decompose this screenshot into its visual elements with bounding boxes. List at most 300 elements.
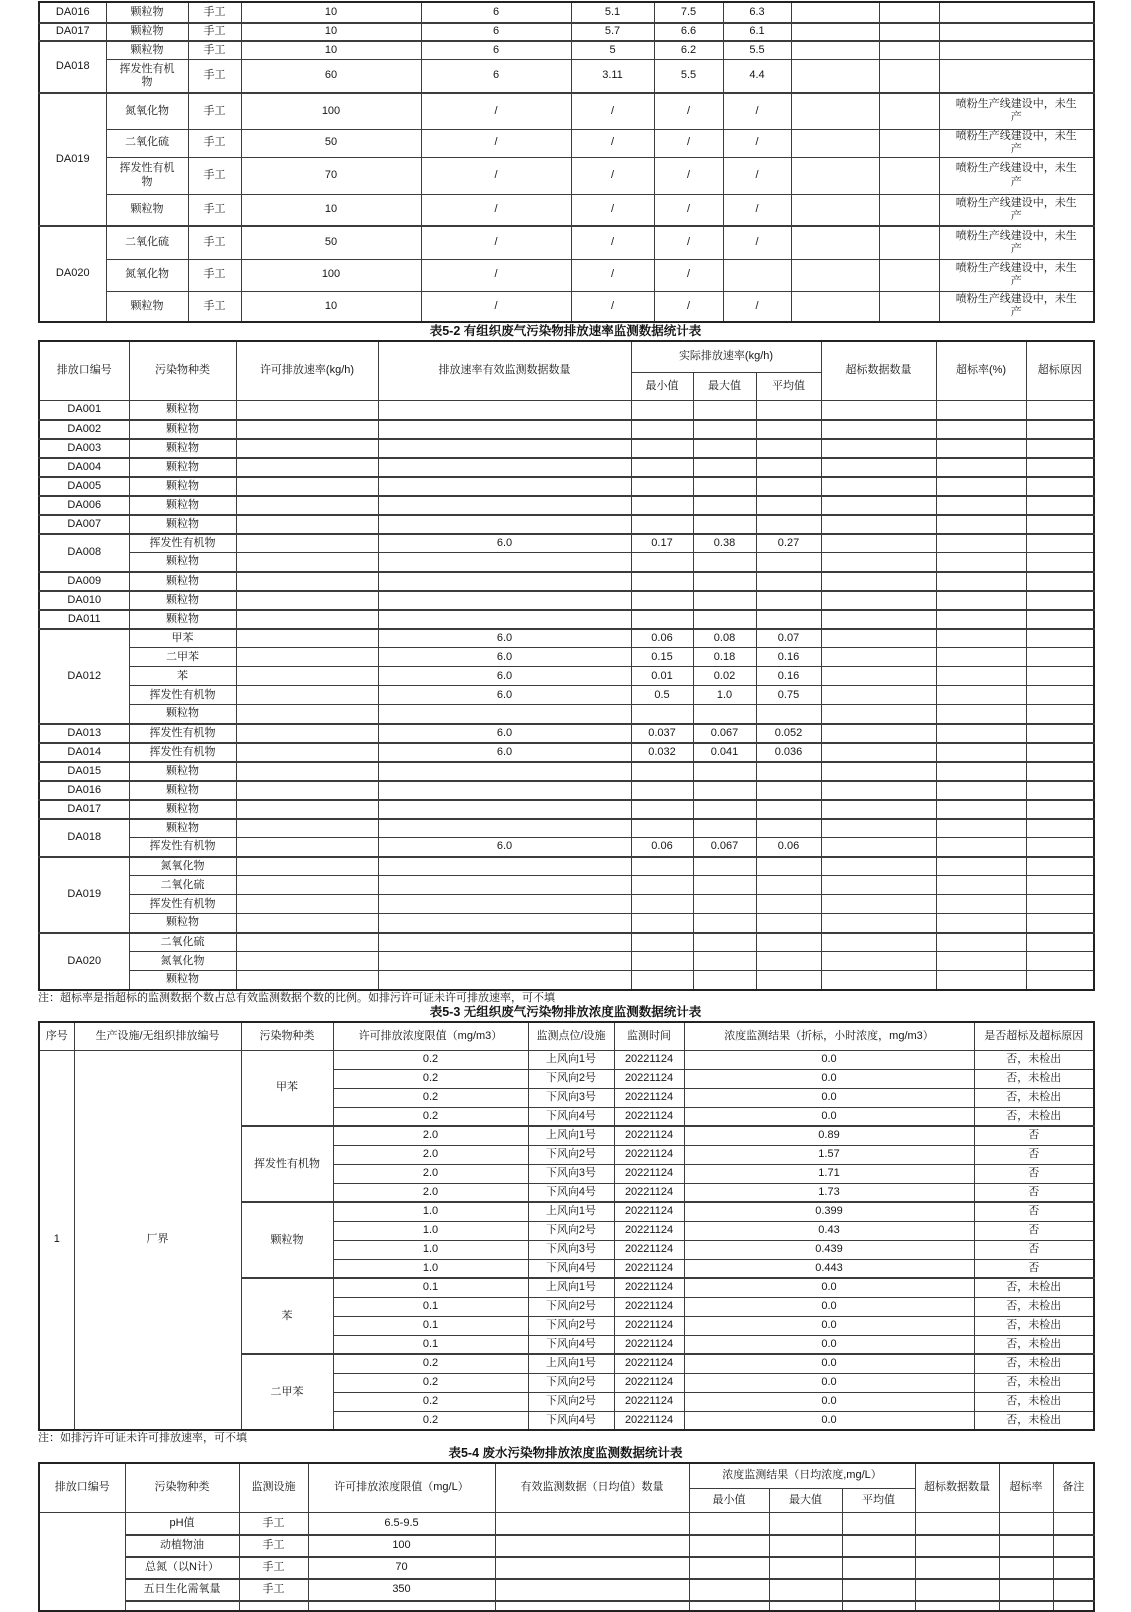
cell <box>999 1601 1053 1611</box>
cell: 下风向4号 <box>528 1107 614 1126</box>
header-cell: 备注 <box>1053 1463 1094 1513</box>
header-cell: 有效监测数据（日均值）数量 <box>495 1463 689 1513</box>
cell: 6.0 <box>378 724 631 743</box>
cell <box>769 1579 842 1601</box>
outlet-id-cell: DA018 <box>39 41 106 93</box>
cell: 20221124 <box>614 1354 684 1373</box>
cell: 6.0 <box>378 629 631 648</box>
cell: 1.0 <box>333 1202 528 1221</box>
cell <box>936 591 1026 610</box>
cell <box>1026 743 1094 762</box>
cell <box>791 41 879 59</box>
cell: 0.2 <box>333 1392 528 1411</box>
cell <box>1026 477 1094 496</box>
cell <box>236 610 378 629</box>
cell <box>631 420 693 439</box>
cell: 20221124 <box>614 1069 684 1088</box>
cell: / <box>421 194 571 226</box>
cell <box>689 1535 769 1557</box>
cell: 否，未检出 <box>974 1392 1094 1411</box>
cell <box>236 534 378 553</box>
cell: 颗粒物 <box>106 23 188 41</box>
cell <box>1026 686 1094 705</box>
cell: 20221124 <box>614 1221 684 1240</box>
cell: 100 <box>241 93 421 129</box>
cell: / <box>571 291 654 322</box>
header-cell: 监测点位/设施 <box>528 1022 614 1050</box>
cell: 1.71 <box>684 1164 974 1183</box>
cell <box>821 401 936 420</box>
cell: 颗粒物 <box>129 553 236 572</box>
cell <box>821 591 936 610</box>
cell: 颗粒物 <box>129 705 236 724</box>
cell <box>821 781 936 800</box>
table-row <box>39 762 1094 781</box>
cell <box>236 838 378 857</box>
cell: 总氮（以N计） <box>125 1557 239 1579</box>
cell <box>936 401 1026 420</box>
cell: 10 <box>241 194 421 226</box>
cell: 70 <box>308 1557 495 1579</box>
header-cell: 污染物种类 <box>241 1022 333 1050</box>
cell <box>378 515 631 534</box>
cell <box>1026 952 1094 971</box>
header-cell: 实际排放速率(kg/h) <box>631 341 821 373</box>
cell: 上风向1号 <box>528 1354 614 1373</box>
cell: 手工 <box>188 23 241 41</box>
cell <box>693 762 756 781</box>
cell <box>1053 1535 1094 1557</box>
outlet-id-cell: DA015 <box>39 762 129 781</box>
table-row <box>39 2 1094 23</box>
outlet-id-cell: DA007 <box>39 515 129 534</box>
cell <box>236 439 378 458</box>
cell <box>631 933 693 952</box>
outlet-id-cell: DA003 <box>39 439 129 458</box>
cell <box>693 971 756 990</box>
cell <box>378 952 631 971</box>
outlet-id-cell: DA012 <box>39 629 129 724</box>
cell <box>821 629 936 648</box>
cell <box>631 857 693 876</box>
cell: 0.037 <box>631 724 693 743</box>
cell <box>756 572 821 591</box>
cell <box>631 952 693 971</box>
cell <box>936 610 1026 629</box>
cell: 6.5-9.5 <box>308 1513 495 1535</box>
header-cell: 超标数据数量 <box>915 1463 999 1513</box>
cell <box>236 857 378 876</box>
table-row <box>39 1535 1094 1557</box>
cell <box>693 420 756 439</box>
cell <box>631 781 693 800</box>
cell: / <box>571 157 654 194</box>
cell <box>693 933 756 952</box>
table-row <box>39 553 1094 572</box>
table-row <box>39 1557 1094 1579</box>
table-row <box>39 157 1094 194</box>
cell <box>689 1557 769 1579</box>
cell <box>939 41 1094 59</box>
cell: 下风向3号 <box>528 1240 614 1259</box>
table-row <box>39 1579 1094 1601</box>
cell <box>756 895 821 914</box>
cell <box>842 1513 915 1535</box>
cell <box>821 572 936 591</box>
cell: 二氧化硫 <box>129 933 236 952</box>
table-5-3 <box>38 1021 1095 1431</box>
cell: 否，未检出 <box>974 1088 1094 1107</box>
cell <box>236 800 378 819</box>
cell <box>821 895 936 914</box>
cell: 挥发性有机物 <box>129 686 236 705</box>
cell: 上风向1号 <box>528 1202 614 1221</box>
cell: / <box>421 226 571 259</box>
cell <box>689 1601 769 1611</box>
cell: 喷粉生产线建设中，未生产 <box>939 129 1094 157</box>
cell: 6.3 <box>723 2 791 23</box>
header-cell: 监测时间 <box>614 1022 684 1050</box>
cell <box>1053 1513 1094 1535</box>
cell <box>693 458 756 477</box>
table-5-2-note: 注：超标率是指超标的监测数据个数占总有效监测数据个数的比例。如排污许可证未许可排放速率，可不填 <box>38 991 555 1004</box>
table-row <box>39 1050 1094 1069</box>
cell <box>495 1557 689 1579</box>
cell <box>236 496 378 515</box>
cell <box>915 1513 999 1535</box>
cell <box>756 971 821 990</box>
cell: / <box>654 291 723 322</box>
header-cell: 排放口编号 <box>39 341 129 401</box>
cell: 6 <box>421 23 571 41</box>
cell: 颗粒物 <box>129 971 236 990</box>
cell <box>915 1601 999 1611</box>
cell: 20221124 <box>614 1183 684 1202</box>
cell <box>879 291 939 322</box>
cell <box>378 705 631 724</box>
cell: 20221124 <box>614 1316 684 1335</box>
cell <box>689 1579 769 1601</box>
cell <box>693 895 756 914</box>
header-cell: 排放口编号 <box>39 1463 125 1513</box>
outlet-id-cell: DA014 <box>39 743 129 762</box>
cell: 颗粒物 <box>129 496 236 515</box>
cell <box>689 1513 769 1535</box>
cell: 4.4 <box>723 59 791 93</box>
cell: 0.0 <box>684 1107 974 1126</box>
table-row <box>39 41 1094 59</box>
cell <box>915 1557 999 1579</box>
cell: 20221124 <box>614 1259 684 1278</box>
cell: 手工 <box>188 41 241 59</box>
cell <box>791 157 879 194</box>
cell <box>756 800 821 819</box>
cell <box>1026 838 1094 857</box>
cell <box>821 914 936 933</box>
cell <box>769 1557 842 1579</box>
cell <box>495 1535 689 1557</box>
cell: 20221124 <box>614 1164 684 1183</box>
cell <box>879 59 939 93</box>
cell: 喷粉生产线建设中，未生产 <box>939 157 1094 194</box>
cell <box>791 291 879 322</box>
header-cell: 许可排放浓度限值（mg/m3） <box>333 1022 528 1050</box>
cell: 否 <box>974 1164 1094 1183</box>
cell <box>915 1535 999 1557</box>
table-row <box>39 838 1094 857</box>
cell <box>999 1513 1053 1535</box>
cell <box>1026 458 1094 477</box>
cell <box>756 477 821 496</box>
cell: 五日生化需氧量 <box>125 1579 239 1601</box>
cell <box>936 876 1026 895</box>
cell <box>936 496 1026 515</box>
cell <box>821 515 936 534</box>
cell <box>791 59 879 93</box>
cell: 喷粉生产线建设中，未生产 <box>939 93 1094 129</box>
cell <box>791 93 879 129</box>
cell: 6.2 <box>654 41 723 59</box>
cell <box>631 477 693 496</box>
cell: 苯 <box>241 1278 333 1354</box>
cell <box>1026 762 1094 781</box>
cell <box>693 876 756 895</box>
header-cell: 监测设施 <box>239 1463 308 1513</box>
cell: 颗粒物 <box>129 572 236 591</box>
cell: 挥发性有机物 <box>129 895 236 914</box>
cell <box>936 667 1026 686</box>
header-cell: 序号 <box>39 1022 74 1050</box>
cell <box>1026 705 1094 724</box>
cell: 10 <box>241 41 421 59</box>
cell: 手工 <box>188 157 241 194</box>
cell <box>1026 724 1094 743</box>
cell <box>631 496 693 515</box>
cell: 1.0 <box>333 1259 528 1278</box>
cell: 0.15 <box>631 648 693 667</box>
header-cell: 最大值 <box>769 1489 842 1513</box>
cell: 下风向4号 <box>528 1411 614 1430</box>
cell <box>821 667 936 686</box>
cell <box>631 401 693 420</box>
cell: 下风向3号 <box>528 1088 614 1107</box>
cell <box>236 515 378 534</box>
table-row <box>39 933 1094 952</box>
cell <box>756 857 821 876</box>
table-row <box>39 194 1094 226</box>
cell <box>631 876 693 895</box>
cell: 5 <box>571 41 654 59</box>
cell <box>1026 401 1094 420</box>
cell: 0.16 <box>756 648 821 667</box>
table-row <box>39 591 1094 610</box>
cell <box>693 610 756 629</box>
cell: 手工 <box>188 291 241 322</box>
cell <box>999 1557 1053 1579</box>
cell: 0.1 <box>333 1278 528 1297</box>
cell <box>821 534 936 553</box>
cell: pH值 <box>125 1513 239 1535</box>
cell: 否 <box>974 1259 1094 1278</box>
cell: 0.75 <box>756 686 821 705</box>
cell: 10 <box>241 23 421 41</box>
cell <box>936 952 1026 971</box>
cell: 喷粉生产线建设中，未生产 <box>939 259 1094 291</box>
table-row <box>39 705 1094 724</box>
cell <box>631 572 693 591</box>
cell: 颗粒物 <box>129 591 236 610</box>
cell: 手工 <box>188 259 241 291</box>
cell <box>769 1535 842 1557</box>
cell: 二氧化硫 <box>129 876 236 895</box>
cell <box>821 952 936 971</box>
table-row <box>39 648 1094 667</box>
table-row <box>39 629 1094 648</box>
cell <box>936 534 1026 553</box>
cell: 6.1 <box>723 23 791 41</box>
cell <box>936 800 1026 819</box>
cell: 挥发性有机物 <box>129 724 236 743</box>
cell <box>693 572 756 591</box>
cell: 手工 <box>239 1535 308 1557</box>
table-row <box>39 496 1094 515</box>
cell: 手工 <box>188 2 241 23</box>
cell <box>879 2 939 23</box>
cell: 否 <box>974 1240 1094 1259</box>
cell: 上风向1号 <box>528 1126 614 1145</box>
cell: 上风向1号 <box>528 1050 614 1069</box>
cell <box>842 1557 915 1579</box>
cell: / <box>723 194 791 226</box>
cell: 6.0 <box>378 534 631 553</box>
cell <box>378 610 631 629</box>
cell: 7.5 <box>654 2 723 23</box>
table-row <box>39 781 1094 800</box>
cell <box>378 895 631 914</box>
cell: 20221124 <box>614 1240 684 1259</box>
cell <box>936 553 1026 572</box>
cell: 0.02 <box>693 667 756 686</box>
table-row <box>39 515 1094 534</box>
cell <box>936 705 1026 724</box>
cell <box>693 439 756 458</box>
cell <box>756 876 821 895</box>
cell <box>821 857 936 876</box>
cell: 否，未检出 <box>974 1050 1094 1069</box>
cell <box>693 515 756 534</box>
cell <box>756 762 821 781</box>
cell <box>236 401 378 420</box>
table-row <box>39 420 1094 439</box>
cell: 0.399 <box>684 1202 974 1221</box>
cell <box>821 477 936 496</box>
cell: / <box>571 93 654 129</box>
cell <box>378 477 631 496</box>
cell <box>236 458 378 477</box>
cell <box>1053 1579 1094 1601</box>
cell: 否，未检出 <box>974 1316 1094 1335</box>
cell: 5.1 <box>571 2 654 23</box>
table-row <box>39 895 1094 914</box>
outlet-id-cell: DA020 <box>39 226 106 322</box>
table-row <box>39 93 1094 129</box>
table-row <box>39 1513 1094 1535</box>
cell: 0.0 <box>684 1050 974 1069</box>
cell: 100 <box>308 1535 495 1557</box>
table-row <box>39 59 1094 93</box>
cell: 颗粒物 <box>129 401 236 420</box>
cell: 下风向2号 <box>528 1316 614 1335</box>
cell <box>236 553 378 572</box>
cell <box>756 933 821 952</box>
table-row <box>39 952 1094 971</box>
cell <box>939 2 1094 23</box>
cell: 否，未检出 <box>974 1373 1094 1392</box>
cell: 100 <box>241 259 421 291</box>
cell <box>236 724 378 743</box>
cell <box>693 553 756 572</box>
cell: 手工 <box>239 1513 308 1535</box>
cell <box>236 781 378 800</box>
cell <box>1026 800 1094 819</box>
cell: 挥发性有机物 <box>241 1126 333 1202</box>
cell: 0.0 <box>684 1069 974 1088</box>
cell: 20221124 <box>614 1335 684 1354</box>
cell <box>236 895 378 914</box>
cell <box>1026 420 1094 439</box>
cell: 0.16 <box>756 667 821 686</box>
cell <box>939 23 1094 41</box>
cell: 挥发性有机物 <box>129 743 236 762</box>
cell <box>936 686 1026 705</box>
cell <box>756 439 821 458</box>
cell <box>999 1579 1053 1601</box>
facility-cell: 厂界 <box>74 1050 241 1430</box>
cell: 0.17 <box>631 534 693 553</box>
cell <box>821 420 936 439</box>
cell: 氮氧化物 <box>106 259 188 291</box>
cell <box>631 439 693 458</box>
cell <box>236 477 378 496</box>
cell: / <box>571 226 654 259</box>
outlet-id-cell: DA006 <box>39 496 129 515</box>
cell <box>821 648 936 667</box>
cell: 0.2 <box>333 1050 528 1069</box>
cell <box>756 401 821 420</box>
cell <box>378 420 631 439</box>
cell: 0.0 <box>684 1297 974 1316</box>
cell: 6 <box>421 59 571 93</box>
cell <box>378 800 631 819</box>
cell <box>936 648 1026 667</box>
cell <box>879 93 939 129</box>
cell <box>821 686 936 705</box>
cell <box>1026 971 1094 990</box>
cell <box>631 705 693 724</box>
outlet-id-cell: DA004 <box>39 458 129 477</box>
cell: 2.0 <box>333 1183 528 1202</box>
cell: 手工 <box>188 194 241 226</box>
cell <box>756 610 821 629</box>
cell <box>821 610 936 629</box>
cell <box>631 800 693 819</box>
cell: 20221124 <box>614 1278 684 1297</box>
cell: 0.032 <box>631 743 693 762</box>
cell <box>236 686 378 705</box>
cell: 0.89 <box>684 1126 974 1145</box>
cell: / <box>723 157 791 194</box>
cell: 1.73 <box>684 1183 974 1202</box>
